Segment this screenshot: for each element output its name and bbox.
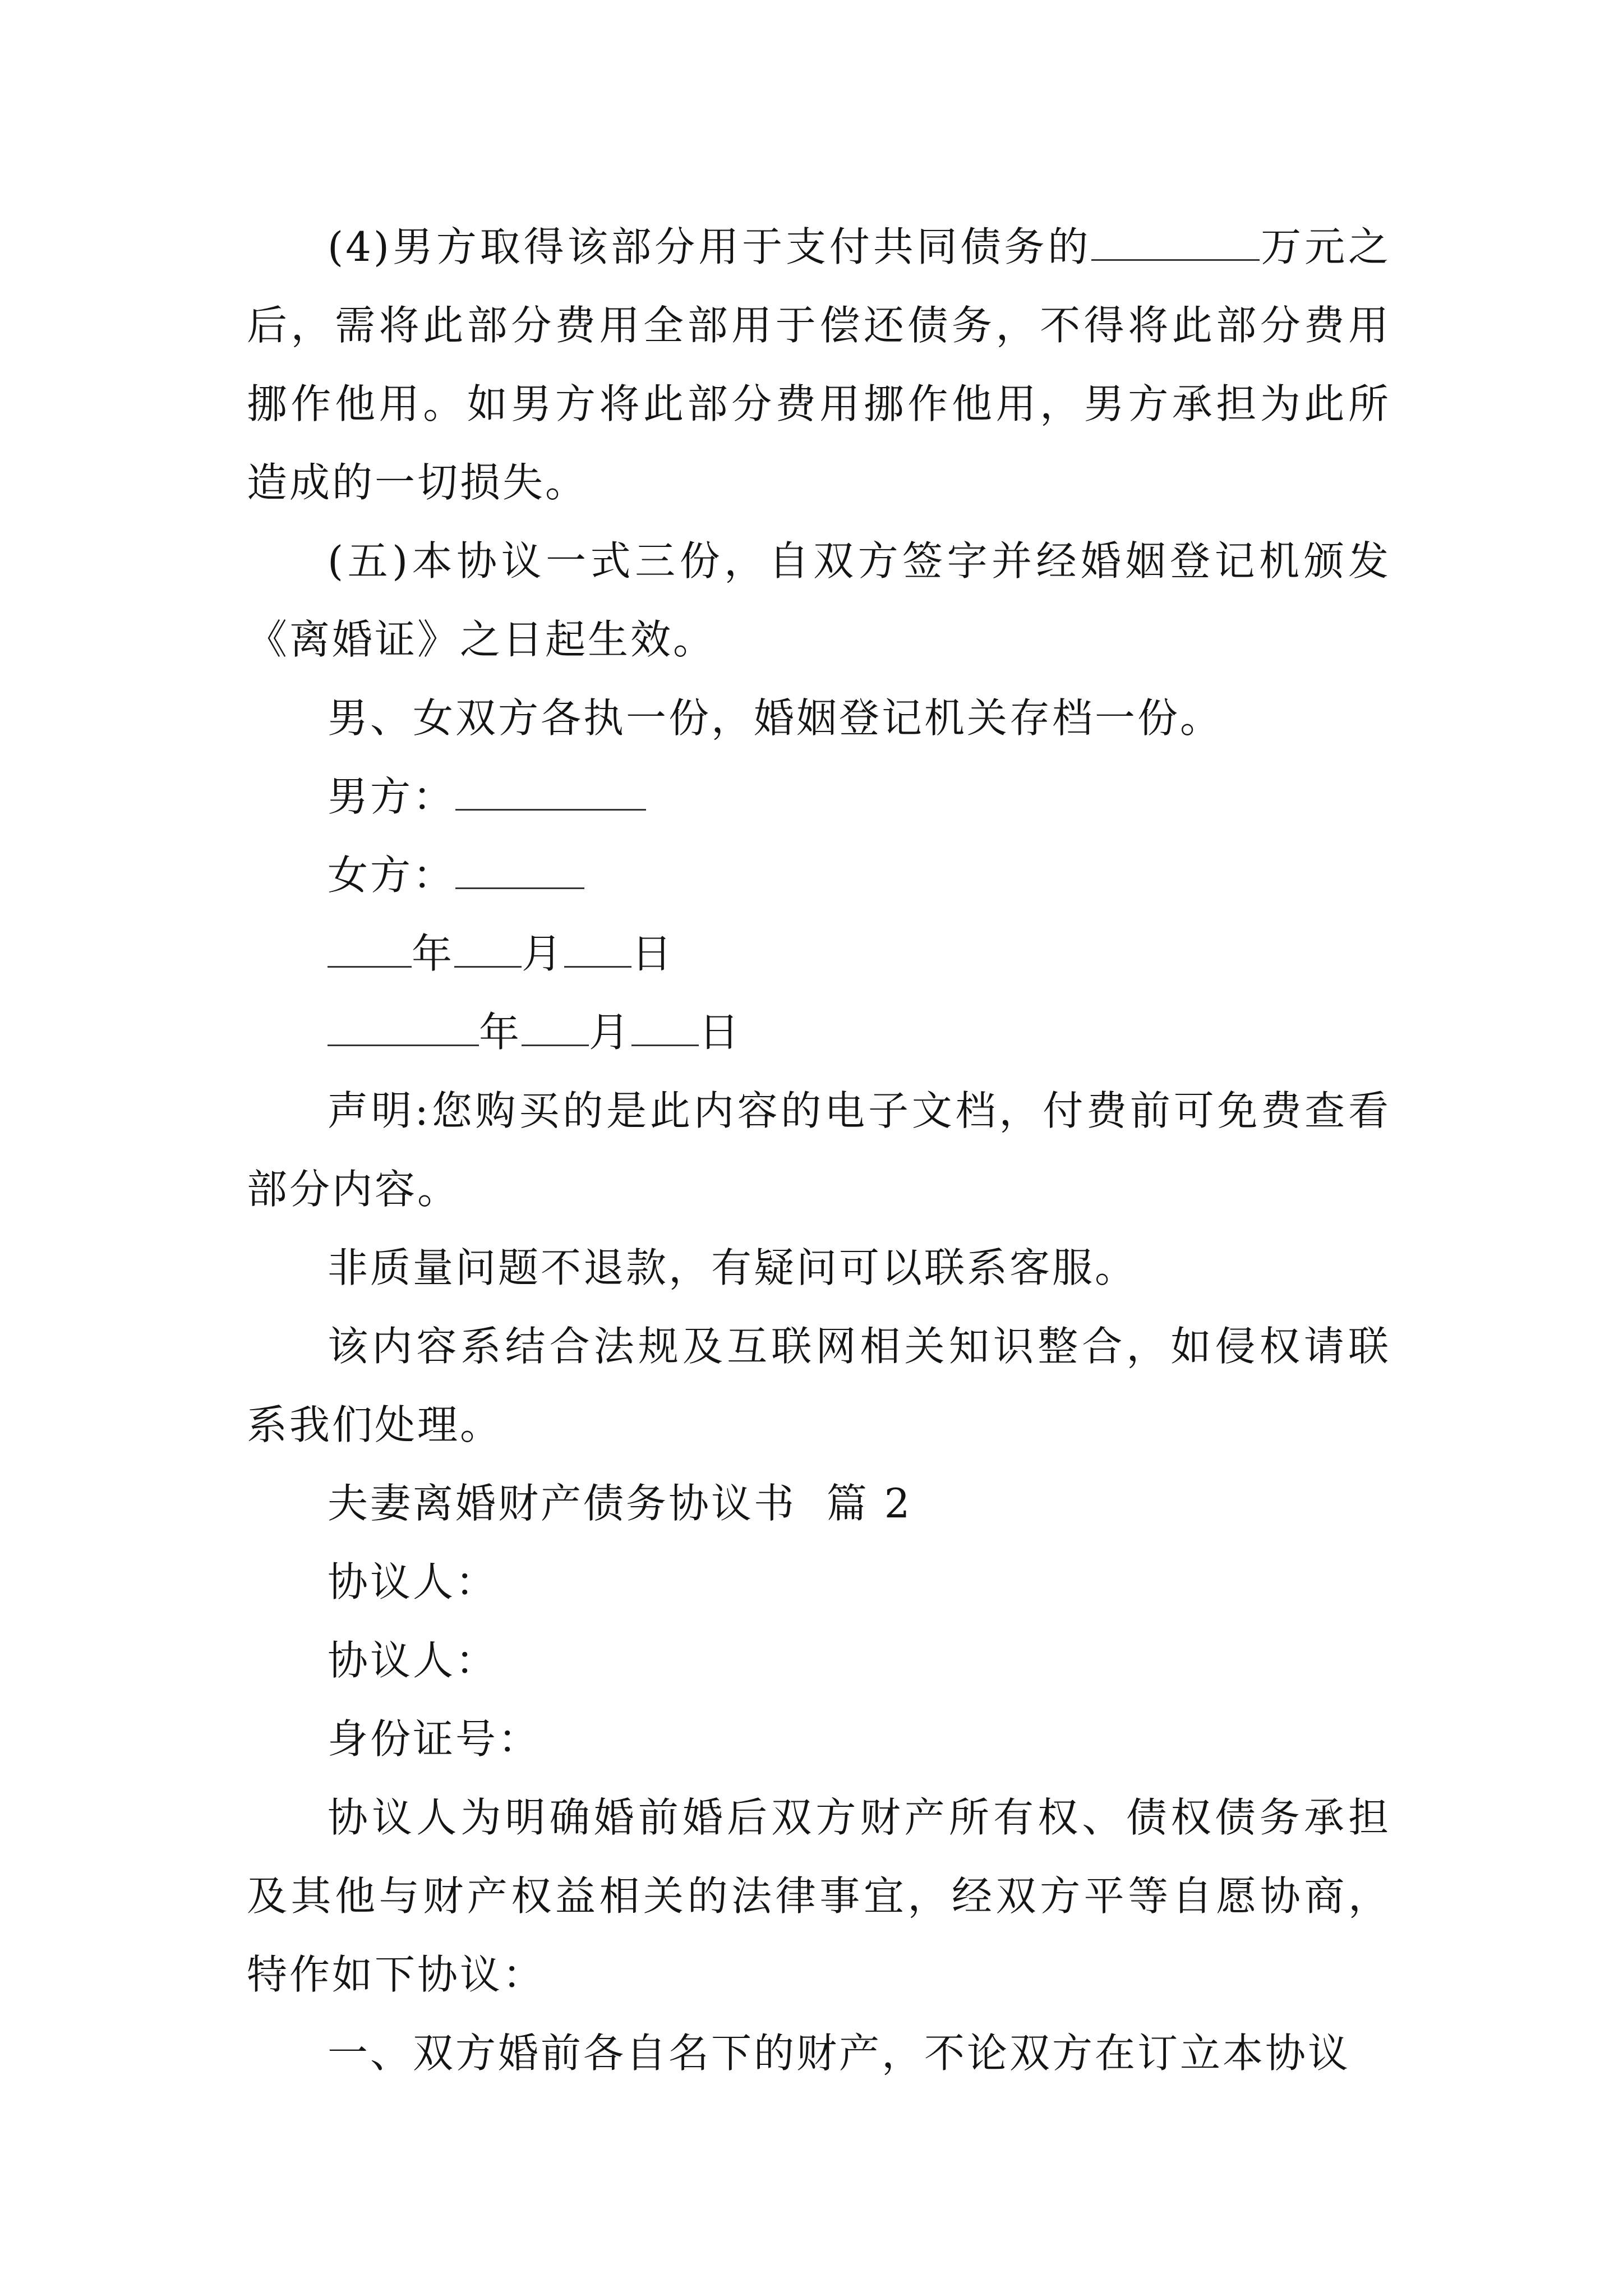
- year-label: 年: [479, 1009, 522, 1056]
- paragraph-refund-policy: 非质量问题不退款，有疑问可以联系客服。: [328, 1244, 1138, 1291]
- year-label: 年: [412, 930, 455, 977]
- day-blank: [631, 1010, 699, 1046]
- female-signature-line: [247, 836, 1391, 914]
- paragraph-debt-clause: [247, 208, 1391, 522]
- document-body: [247, 208, 1391, 2092]
- male-signature-blank: [455, 774, 646, 811]
- male-signature-line: [247, 757, 1391, 836]
- date-line-2: [247, 993, 1391, 1071]
- paragraph-copyright-notice: 该内容系结合法规及互联网相关知识整合，如侵权请联系我们处理。: [247, 1323, 1391, 1448]
- debt-clause-text-start: (4)男方取得该部分用于支付共同债务的: [328, 223, 1092, 270]
- id-number-field: 身份证号：: [328, 1715, 541, 1763]
- month-blank: [522, 1010, 589, 1046]
- year-blank: [328, 931, 412, 968]
- female-signature-blank: [455, 853, 584, 889]
- party-field-1: 协议人：: [328, 1558, 499, 1605]
- paragraph-copies-clause: (五)本协议一式三份，自双方签字并经婚姻登记机颁发《离婚证》之日起生效。: [247, 537, 1391, 663]
- debt-clause-text-end: 万元之后，需将此部分费用全部用于偿还债务，不得将此部分费用挪作他用。如男方将此部分费用挪作他用，男方承担为此所造成的一切损失。: [247, 223, 1391, 506]
- date-line-1: [247, 914, 1391, 993]
- female-signature-label: 女方：: [328, 852, 456, 899]
- day-label: 日: [631, 930, 675, 977]
- year-blank: [328, 1010, 479, 1046]
- month-label: 月: [522, 930, 565, 977]
- section-heading: 夫妻离婚财产债务协议书 篇 2: [328, 1480, 912, 1527]
- paragraph-clause-one: 一、双方婚前各自名下的财产，不论双方在订立本协议: [328, 2030, 1351, 2077]
- day-blank: [564, 931, 631, 968]
- month-label: 月: [589, 1009, 632, 1056]
- amount-blank: [1091, 224, 1260, 261]
- party-field-2: 协议人：: [328, 1637, 499, 1684]
- male-signature-label: 男方：: [328, 773, 456, 820]
- paragraph-copies-distribution: 男、女双方各执一份，婚姻登记机关存档一份。: [328, 694, 1223, 742]
- day-label: 日: [699, 1009, 742, 1056]
- paragraph-agreement-purpose: 协议人为明确婚前婚后双方财产所有权、债权债务承担及其他与财产权益相关的法律事宜，经双方平等自愿协商，特作如下协议：: [247, 1794, 1391, 1998]
- month-blank: [454, 931, 522, 968]
- paragraph-disclaimer: 声明:您购买的是此内容的电子文档，付费前可免费查看部分内容。: [247, 1087, 1391, 1213]
